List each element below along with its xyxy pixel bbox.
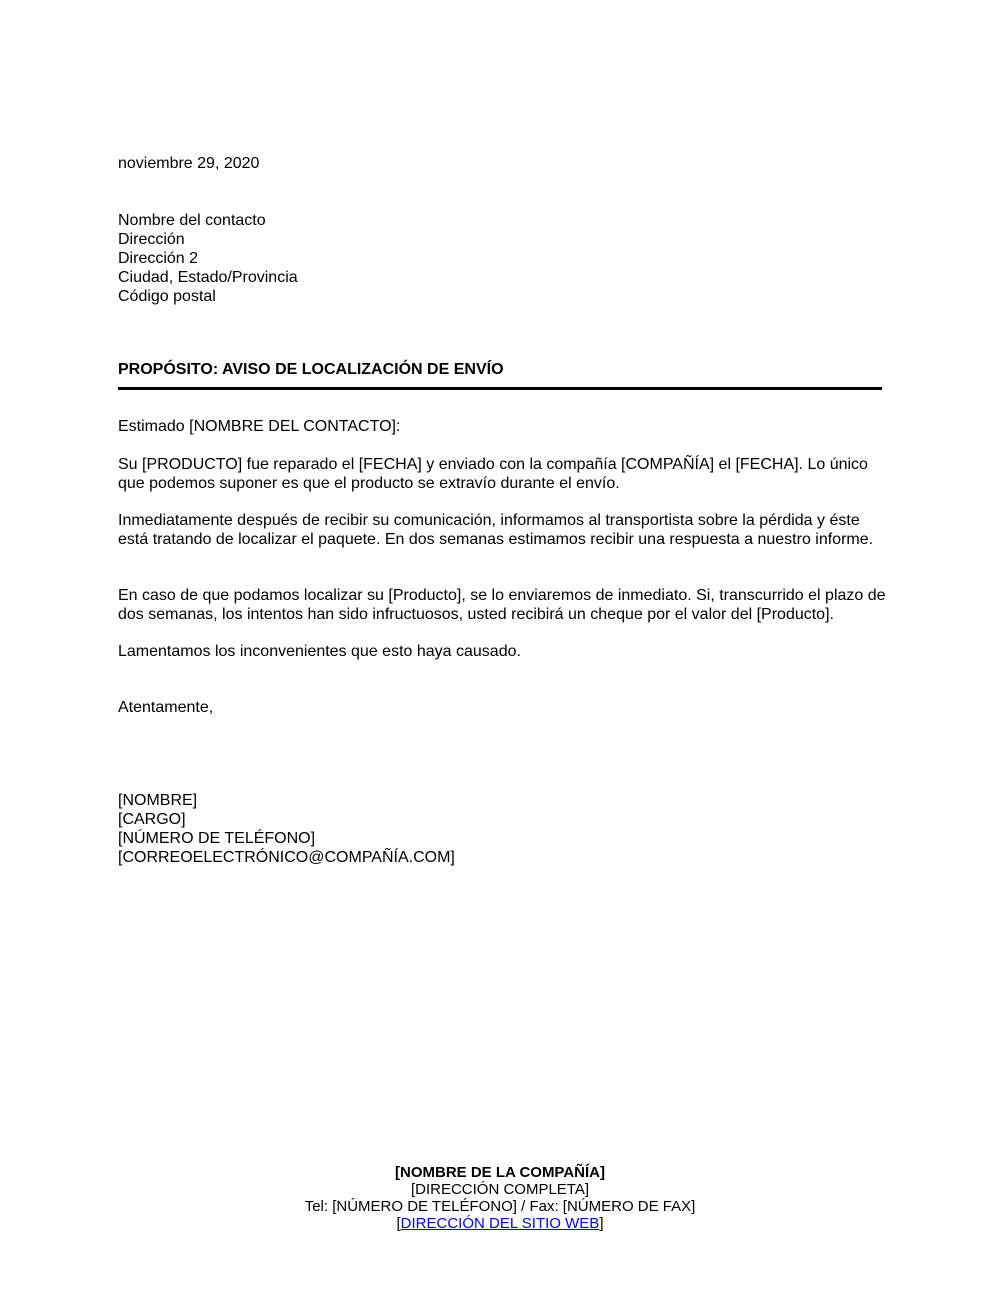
letter-closing: Atentamente, [118, 699, 214, 716]
recipient-postal-code: Código postal [118, 288, 216, 305]
letter-subject: PROPÓSITO: AVISO DE LOCALIZACIÓN DE ENVÍO [118, 361, 504, 378]
recipient-address-line-2: Dirección 2 [118, 250, 199, 267]
signature-email: [CORREOELECTRÓNICO@COMPAÑÍA.COM] [118, 849, 455, 866]
footer-company-name: [NOMBRE DE LA COMPAÑÍA] [395, 1164, 605, 1181]
recipient-address [118, 211, 298, 306]
body-paragraph-3: En caso de que podamos localizar su [Producto], se lo enviaremos de inmediato. Si, transcurrido el plazo de dos semanas, los intentos han sido infructuosos, usted recibirá un cheque por el valor del [Producto]. [118, 587, 886, 623]
signature-block [118, 791, 455, 867]
footer-address: [DIRECCIÓN COMPLETA] [410, 1181, 590, 1198]
letter-date: noviembre 29, 2020 [118, 155, 260, 172]
body-paragraph-1: Su [PRODUCTO] fue reparado el [FECHA] y enviado con la compañía [COMPAÑÍA] el [FECHA]. Lo único que podemos suponer es que el producto se extravío durante el envío. [118, 456, 868, 492]
company-footer [0, 1164, 1000, 1232]
recipient-city-state: Ciudad, Estado/Provincia [118, 269, 298, 286]
website-link[interactable]: DIRECCIÓN DEL SITIO WEB [400, 1215, 600, 1232]
website-close-bracket: ] [599, 1215, 604, 1232]
website-open-bracket: [ [396, 1215, 401, 1232]
body-paragraph-2: Inmediatamente después de recibir su comunicación, informamos al transportista sobre la pérdida y éste está tratando de localizar el paquete. En dos semanas estimamos recibir una respuesta a nuestro informe. [118, 512, 874, 548]
signature-title: [CARGO] [118, 811, 186, 828]
recipient-name: Nombre del contacto [118, 212, 266, 229]
footer-website [0, 1215, 1000, 1232]
letter-salutation: Estimado [NOMBRE DEL CONTACTO]: [118, 418, 401, 435]
subject-divider [118, 387, 882, 390]
recipient-address-line-1: Dirección [118, 231, 185, 248]
footer-contact: Tel: [NÚMERO DE TELÉFONO] / Fax: [NÚMERO DE FAX] [304, 1198, 696, 1215]
signature-phone: [NÚMERO DE TELÉFONO] [118, 830, 316, 847]
signature-name: [NOMBRE] [118, 792, 198, 809]
body-paragraph-4: Lamentamos los inconvenientes que esto haya causado. [118, 643, 521, 660]
